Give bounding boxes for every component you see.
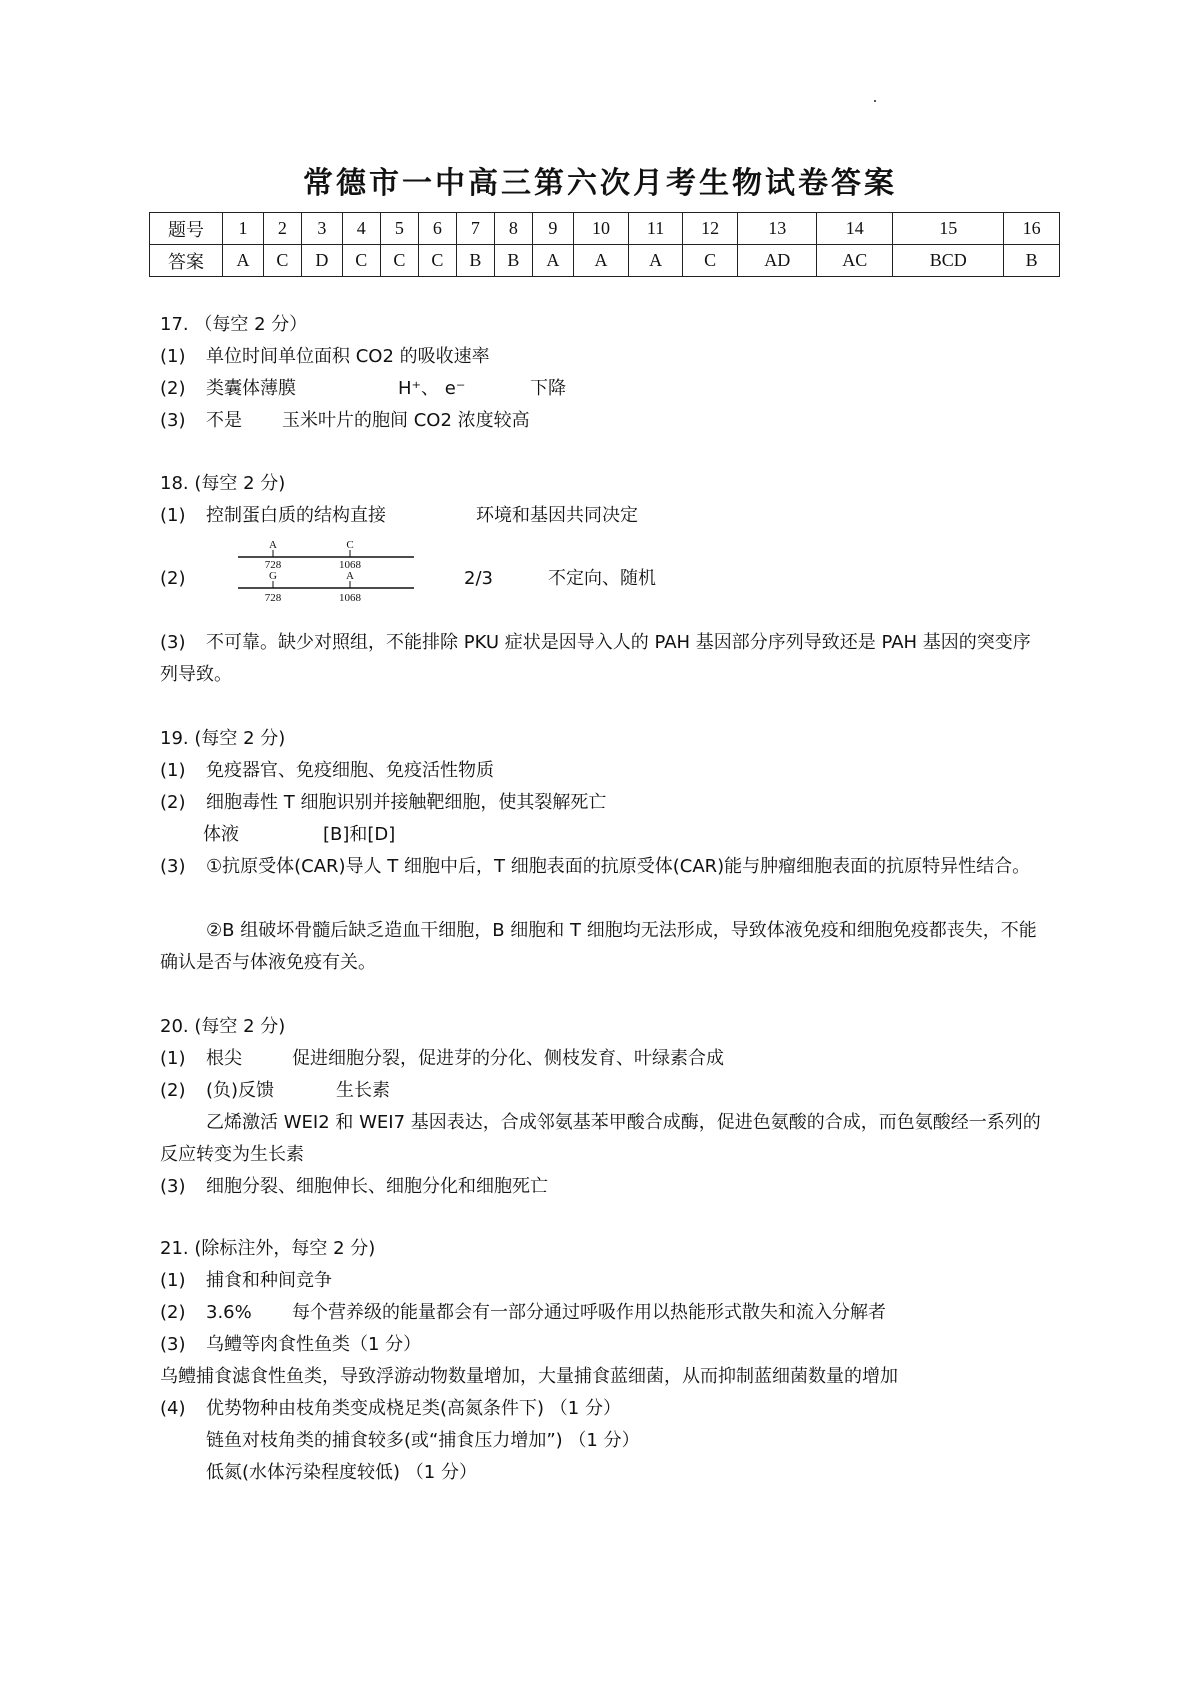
answer-text: 3.6% [206,1302,252,1323]
item-number: (3) [160,1334,186,1355]
q21-line1 [160,1265,332,1297]
position-label: 728 [264,559,282,571]
answer-text: 根尖 [206,1048,242,1069]
answer-cell: A [573,245,629,277]
answer-text: 玉米叶片的胞间 CO2 浓度较高 [282,410,530,431]
answer-text: 促进细胞分裂，促进芽的分化、侧枝发育、叶绿素合成 [292,1048,724,1069]
item-number: (1) [160,346,186,367]
item-number: (1) [160,760,186,781]
answer-text: 不定向、随机 [548,568,656,589]
question-number-cell: 7 [456,213,494,245]
q18-line2 [160,563,206,595]
answer-cell: C [263,245,301,277]
answer-text: 环境和基因共同决定 [476,505,638,526]
row-label: 题号 [150,213,223,245]
item-number: (4) [160,1398,186,1419]
position-label: 1068 [339,592,361,604]
answer-cell: BCD [893,245,1004,277]
item-number: (3) [160,410,186,431]
base-label: C [346,539,354,551]
q19-line1 [160,755,494,787]
question-number-cell: 9 [532,213,573,245]
q21-line4 [160,1393,621,1425]
q21-line3-explanation: 乌鳢捕食滤食性鱼类，导致浮游动物数量增加，大量捕食蓝细菌，从而抑制蓝细菌数量的增加 [160,1366,898,1387]
q20-line1 [160,1043,724,1075]
q19-line2 [160,787,606,819]
answer-text: 捕食和种间竞争 [206,1270,332,1291]
answer-cell: B [1004,245,1060,277]
q21-line4b: 链鱼对枝角类的捕食较多(或“捕食压力增加”) （1 分） [206,1430,640,1451]
speck [874,100,876,102]
item-number: (2) [160,568,186,589]
q18-line2-answers [464,563,656,595]
answer-cell: A [532,245,573,277]
answer-table-number-row [150,213,1060,245]
question-number-cell: 13 [738,213,817,245]
answer-text: (负)反馈 [206,1080,275,1101]
answer-text: 不是 [206,410,242,431]
answer-text: 细胞毒性 T 细胞识别并接触靶细胞，使其裂解死亡 [206,792,607,813]
question-number-cell: 4 [342,213,380,245]
answer-table [149,212,1060,277]
q21-line2 [160,1297,886,1329]
q21-line3 [160,1329,421,1361]
answer-cell: C [342,245,380,277]
answer-text: 下降 [530,378,566,399]
answer-text: 生长素 [336,1080,390,1101]
answer-cell: A [223,245,264,277]
answer-text: 类囊体薄膜 [206,378,296,399]
q20-line3 [160,1171,548,1203]
answer-text: 单位时间单位面积 CO2 的吸收速率 [206,346,490,367]
answer-cell: AC [817,245,893,277]
question-number-cell: 6 [418,213,456,245]
question-number-cell: 5 [380,213,418,245]
answer-cell: B [494,245,532,277]
answer-text: 免疫器官、免疫细胞、免疫活性物质 [206,760,494,781]
base-label: A [269,539,277,551]
position-label: 1068 [339,559,361,571]
item-number: (2) [160,378,186,399]
answer-text: 控制蛋白质的结构直接 [206,505,386,526]
q17-line2 [160,373,566,405]
question-number-cell: 2 [263,213,301,245]
answer-text: 优势物种由枝角类变成桡足类(高氮条件下) （1 分） [206,1398,621,1419]
q20-heading: 20. (每空 2 分) [160,1016,286,1037]
q18-line3 [160,627,1045,691]
answer-text: 不可靠。缺少对照组，不能排除 PKU 症状是因导入人的 PAH 基因部分序列导致还是 PAH 基因的突变序列导致。 [160,632,1031,685]
question-number-cell: 14 [817,213,893,245]
q18-line1 [160,500,638,532]
item-number: (2) [160,1302,186,1323]
question-number-cell: 8 [494,213,532,245]
q17-line1 [160,341,490,373]
question-number-cell: 12 [682,213,738,245]
q21-heading: 21. (除标注外，每空 2 分) [160,1238,376,1259]
answer-text: 每个营养级的能量都会有一部分通过呼吸作用以热能形式散失和流入分解者 [292,1302,886,1323]
answer-cell: A [629,245,683,277]
q19-line2-blanks [203,819,395,851]
question-number-cell: 15 [893,213,1004,245]
row-label: 答案 [150,245,223,277]
answer-cell: AD [738,245,817,277]
base-label: G [269,570,277,582]
item-number: (3) [160,1176,186,1197]
answer-text: 乌鳢等肉食性鱼类（1 分） [206,1334,422,1355]
item-number: (2) [160,1080,186,1101]
answer-text: 2/3 [464,568,493,589]
q17-line3 [160,405,530,437]
q19-line3a [160,851,1045,883]
item-number: (2) [160,792,186,813]
question-number-cell: 10 [573,213,629,245]
q19-line3b: ②B 组破坏骨髓后缺乏造血干细胞，B 细胞和 T 细胞均无法形成，导致体液免疫和细胞免疫都丧失，不能确认是否与体液免疫有关。 [160,920,1037,973]
base-label: A [346,570,354,582]
q17-heading: 17. （每空 2 分） [160,314,308,335]
question-number-cell: 16 [1004,213,1060,245]
item-number: (3) [160,632,186,653]
answer-cell: D [301,245,342,277]
answer-text: H⁺、 e⁻ [398,378,466,399]
q18-heading: 18. (每空 2 分) [160,473,286,494]
q19-heading: 19. (每空 2 分) [160,728,286,749]
question-number-cell: 3 [301,213,342,245]
answer-table-answer-row [150,245,1060,277]
q21-line4c: 低氮(水体污染程度较低) （1 分） [206,1462,477,1483]
item-number: (1) [160,505,186,526]
answer-cell: C [418,245,456,277]
dna-mutation-diagram [238,537,414,613]
answer-text: [B]和[D] [323,824,396,845]
position-label: 728 [264,592,282,604]
item-number: (3) [160,856,186,877]
question-number-cell: 11 [629,213,683,245]
answer-cell: C [682,245,738,277]
item-number: (1) [160,1270,186,1291]
page-title: 常德市一中高三第六次月考生物试卷答案 [303,166,897,201]
q20-line2 [160,1075,390,1107]
q20-line2-explanation: 乙烯激活 WEI2 和 WEI7 基因表达，合成邻氨基苯甲酸合成酶，促进色氨酸的合成，而色氨酸经一系列的反应转变为生长素 [160,1112,1041,1165]
answer-text: 细胞分裂、细胞伸长、细胞分化和细胞死亡 [206,1176,548,1197]
answer-cell: C [380,245,418,277]
item-number: (1) [160,1048,186,1069]
answer-text: 体液 [203,824,239,845]
answer-cell: B [456,245,494,277]
answer-text: ①抗原受体(CAR)导人 T 细胞中后，T 细胞表面的抗原受体(CAR)能与肿瘤细胞表面的抗原特异性结合。 [206,856,1031,877]
question-number-cell: 1 [223,213,264,245]
